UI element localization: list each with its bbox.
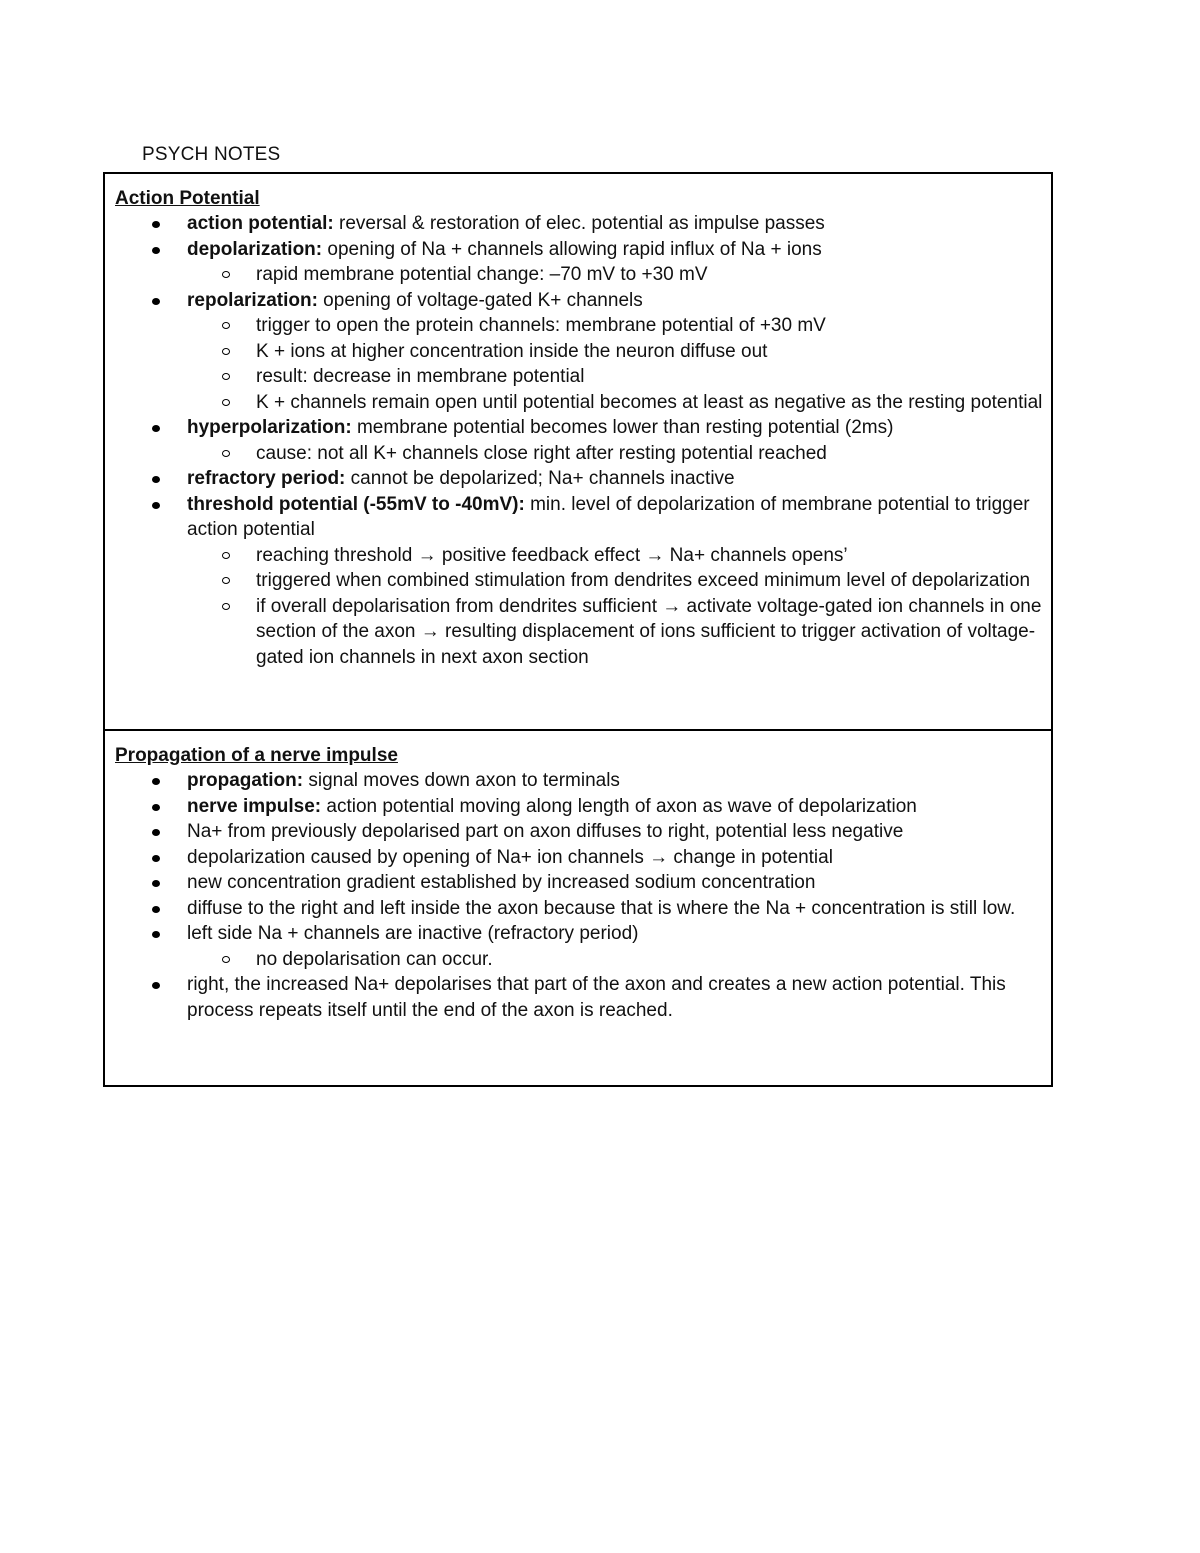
item-text: depolarization caused by opening of Na+ ion channels → change in potential <box>187 846 833 868</box>
section-title: Propagation of a nerve impulse <box>115 745 398 766</box>
bullet-icon <box>152 982 160 989</box>
action-potential-box <box>103 172 1053 731</box>
circle-bullet-icon <box>222 603 230 610</box>
sub-list-item <box>185 364 1045 390</box>
item-text: membrane potential becomes lower than resting potential (2ms) <box>351 417 894 438</box>
bullet-icon <box>152 476 160 483</box>
sub-list-item <box>185 313 1045 339</box>
sub-list <box>186 543 1045 671</box>
list-item <box>115 870 1045 896</box>
sub-list-item <box>185 339 1045 365</box>
circle-bullet-icon <box>222 577 230 584</box>
list-item <box>115 921 1045 972</box>
document-title: PSYCH NOTES <box>142 144 281 165</box>
sub-list <box>186 441 1045 467</box>
item-text: cannot be depolarized; Na+ channels inactive <box>345 468 735 489</box>
list-item <box>115 896 1045 922</box>
sub-list <box>186 262 1045 288</box>
sub-list <box>186 313 1045 415</box>
bullet-icon <box>152 906 160 913</box>
circle-bullet-icon <box>222 348 230 355</box>
item-text: action potential moving along length of axon as wave of depolarization <box>321 795 917 817</box>
list-item <box>115 211 1045 237</box>
list-item <box>115 415 1045 466</box>
bullet-list <box>115 211 1045 670</box>
term-label: hyperpolarization: <box>187 417 352 438</box>
propagation-box <box>103 729 1053 1087</box>
bullet-icon <box>152 778 160 785</box>
term-label: threshold potential (-55mV to -40mV): <box>187 493 525 515</box>
list-item <box>115 768 1045 794</box>
sub-item-text: result: decrease in membrane potential <box>256 366 585 387</box>
item-text: opening of voltage-gated K+ channels <box>317 289 643 311</box>
term-label: refractory period: <box>187 468 346 489</box>
sub-list-item <box>185 594 1045 671</box>
list-item <box>115 288 1045 416</box>
bullet-icon <box>152 855 160 862</box>
item-text: min. level of depolarization of membrane potential to trigger action potential <box>187 493 1030 540</box>
sub-item-text: triggered when combined stimulation from dendrites exceed minimum level of depolarization <box>256 570 1031 591</box>
bullet-icon <box>152 298 160 305</box>
sub-item-text: reaching threshold → positive feedback effect → Na+ channels opens’ <box>256 544 848 566</box>
item-text: opening of Na + channels allowing rapid influx of Na + ions <box>322 238 822 260</box>
item-text: reversal & restoration of elec. potential as impulse passes <box>333 213 825 234</box>
list-item <box>115 845 1045 871</box>
sub-list-item <box>185 568 1045 594</box>
term-label: depolarization: <box>187 238 323 260</box>
bullet-icon <box>152 221 160 228</box>
list-item <box>115 794 1045 820</box>
bullet-icon <box>152 502 160 509</box>
bullet-icon <box>152 247 160 254</box>
bullet-icon <box>152 931 160 938</box>
term-label: nerve impulse: <box>187 795 322 817</box>
list-item <box>115 492 1045 671</box>
list-item <box>115 819 1045 845</box>
sub-list-item <box>185 390 1045 416</box>
circle-bullet-icon <box>222 373 230 380</box>
bullet-icon <box>152 829 160 836</box>
circle-bullet-icon <box>222 956 230 963</box>
sub-list-item <box>185 441 1045 467</box>
bullet-icon <box>152 425 160 432</box>
list-item <box>115 466 1045 492</box>
sub-item-text: rapid membrane potential change: –70 mV to +30 mV <box>256 264 708 285</box>
item-text: Na+ from previously depolarised part on axon diffuses to right, potential less negative <box>187 821 904 842</box>
sub-item-text: K + channels remain open until potential becomes at least as negative as the resting potential <box>256 391 1043 413</box>
term-label: propagation: <box>187 770 304 791</box>
item-text: right, the increased Na+ depolarises that part of the axon and creates a new action potential. This process repeats itself until the end of the axon is reached. <box>187 974 1006 1021</box>
term-label: repolarization: <box>187 289 318 311</box>
circle-bullet-icon <box>222 322 230 329</box>
list-item <box>115 972 1045 1023</box>
item-text: diffuse to the right and left inside the axon because that is where the Na + concentration is still low. <box>187 897 1016 919</box>
circle-bullet-icon <box>222 450 230 457</box>
circle-bullet-icon <box>222 552 230 559</box>
bullet-list <box>115 768 1045 1023</box>
item-text: left side Na + channels are inactive (refractory period) <box>187 923 639 944</box>
sub-item-text: if overall depolarisation from dendrites sufficient → activate voltage-gated ion channels in one section of the axon → resulting displacement of ions sufficient to trigger activation of voltage-gated ion channels in next axon section <box>256 595 1042 668</box>
sub-list <box>186 947 1045 973</box>
sub-item-text: cause: not all K+ channels close right after resting potential reached <box>256 442 827 464</box>
section-title: Action Potential <box>115 188 260 209</box>
circle-bullet-icon <box>222 399 230 406</box>
item-text: signal moves down axon to terminals <box>303 770 620 791</box>
sub-item-text: K + ions at higher concentration inside the neuron diffuse out <box>256 340 768 362</box>
item-text: new concentration gradient established by increased sodium concentration <box>187 872 816 893</box>
sub-list-item <box>185 543 1045 569</box>
sub-list-item <box>185 262 1045 288</box>
sub-item-text: trigger to open the protein channels: membrane potential of +30 mV <box>256 315 826 336</box>
bullet-icon <box>152 880 160 887</box>
list-item <box>115 237 1045 288</box>
bullet-icon <box>152 804 160 811</box>
sub-item-text: no depolarisation can occur. <box>256 948 493 970</box>
term-label: action potential: <box>187 213 334 234</box>
circle-bullet-icon <box>222 271 230 278</box>
sub-list-item <box>185 947 1045 973</box>
